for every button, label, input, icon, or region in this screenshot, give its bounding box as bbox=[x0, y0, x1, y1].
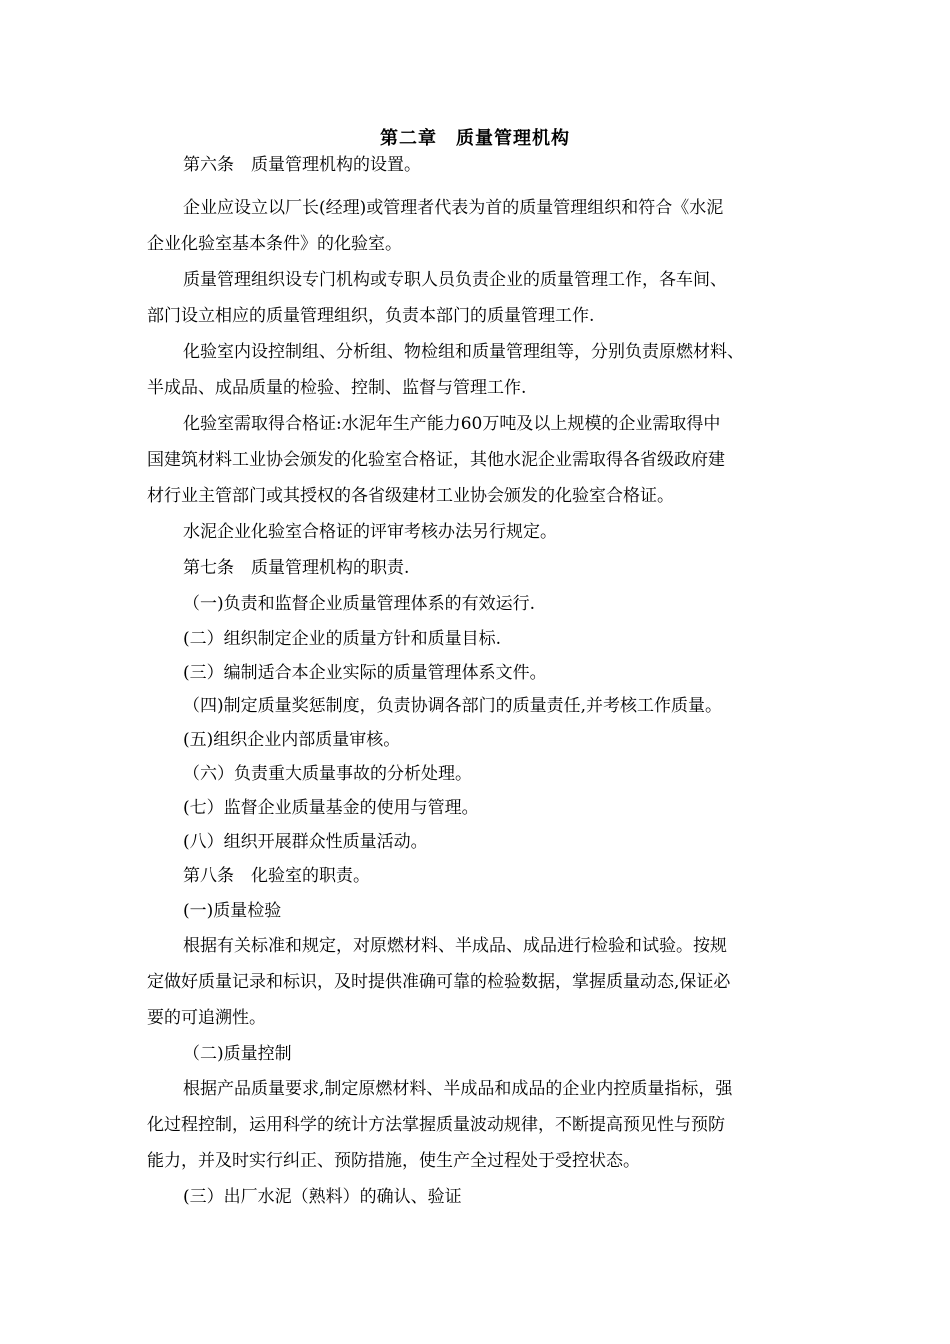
paragraph-line: 根据有关标准和规定，对原燃材料、半成品、成品进行检验和试验。按规 bbox=[183, 936, 727, 956]
paragraph-line: 要的可追溯性。 bbox=[147, 1008, 266, 1028]
paragraph-line: 部门设立相应的质量管理组织，负责本部门的质量管理工作. bbox=[147, 306, 595, 326]
list-item: (五)组织企业内部质量审核。 bbox=[183, 730, 401, 750]
list-item: （一)负责和监督企业质量管理体系的有效运行. bbox=[183, 594, 536, 614]
paragraph-line: 化验室需取得合格证:水泥年生产能力60万吨及以上规模的企业需取得中 bbox=[183, 414, 721, 434]
list-item: （六）负责重大质量事故的分析处理。 bbox=[183, 764, 472, 784]
paragraph-line: 定做好质量记录和标识，及时提供准确可靠的检验数据，掌握质量动态,保证必 bbox=[147, 972, 731, 992]
paragraph-line: 材行业主管部门或其授权的各省级建材工业协会颁发的化验室合格证。 bbox=[147, 486, 674, 506]
paragraph-line: 化验室内设控制组、分析组、物检组和质量管理组等，分别负责原燃材料、 bbox=[183, 342, 744, 362]
chapter-title: 第二章 质量管理机构 bbox=[380, 128, 570, 149]
paragraph-line: 国建筑材料工业协会颁发的化验室合格证，其他水泥企业需取得各省级政府建 bbox=[147, 450, 725, 470]
list-item: （四)制定质量奖惩制度，负责协调各部门的质量责任,并考核工作质量。 bbox=[183, 696, 723, 716]
list-item: (八）组织开展群众性质量活动。 bbox=[183, 832, 428, 852]
article-6-heading: 第六条 质量管理机构的设置。 bbox=[183, 155, 421, 175]
paragraph-line: 根据产品质量要求,制定原燃材料、半成品和成品的企业内控质量指标，强 bbox=[183, 1079, 733, 1099]
section-heading: (一)质量检验 bbox=[183, 901, 282, 921]
article-8-heading: 第八条 化验室的职责。 bbox=[183, 866, 370, 886]
list-item: (七）监督企业质量基金的使用与管理。 bbox=[183, 798, 479, 818]
paragraph-line: 能力，并及时实行纠正、预防措施，使生产全过程处于受控状态。 bbox=[147, 1151, 640, 1171]
paragraph-line: 质量管理组织设专门机构或专职人员负责企业的质量管理工作，各车间、 bbox=[183, 270, 727, 290]
paragraph-line: 企业化验室基本条件》的化验室。 bbox=[147, 234, 402, 254]
list-item: (三）编制适合本企业实际的质量管理体系文件。 bbox=[183, 663, 547, 683]
paragraph-line: 企业应设立以厂长(经理)或管理者代表为首的质量管理组织和符合《水泥 bbox=[183, 198, 724, 218]
section-heading: （二)质量控制 bbox=[183, 1044, 292, 1064]
section-heading: (三）出厂水泥（熟料）的确认、验证 bbox=[183, 1187, 462, 1207]
paragraph-line: 化过程控制，运用科学的统计方法掌握质量波动规律，不断提高预见性与预防 bbox=[147, 1115, 725, 1135]
paragraph-line: 水泥企业化验室合格证的评审考核办法另行规定。 bbox=[183, 522, 557, 542]
paragraph-line: 半成品、成品质量的检验、控制、监督与管理工作. bbox=[147, 378, 527, 398]
article-7-heading: 第七条 质量管理机构的职责. bbox=[183, 558, 410, 578]
list-item: (二）组织制定企业的质量方针和质量目标. bbox=[183, 629, 502, 649]
